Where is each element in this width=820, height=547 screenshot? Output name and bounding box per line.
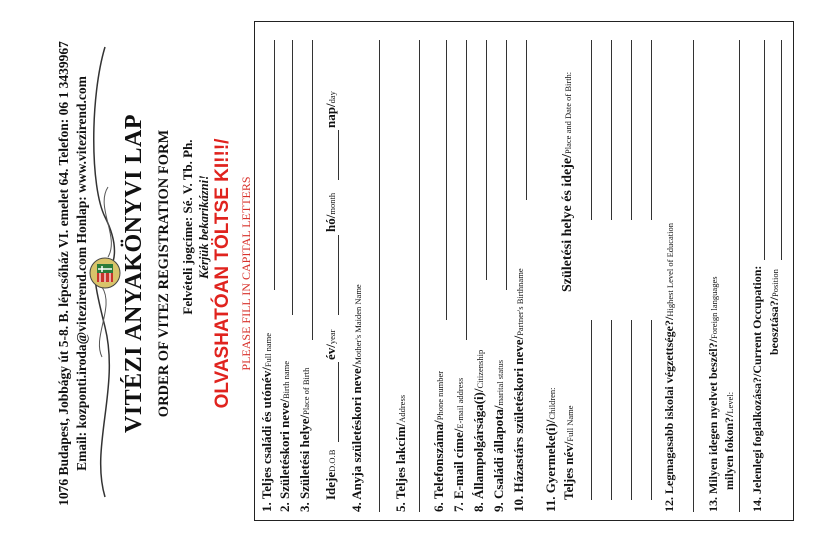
child-birth-header: Születési helye és ideje/Place and Date of Birth:	[560, 71, 575, 292]
field-birth-place-label: 3. Születési helye/Place of Birth	[297, 367, 312, 512]
field-marital-label: 9. Családi állapota/marital status	[491, 359, 506, 512]
field-education-label: 12. Legmagasabb iskolai végzettsége?/Highest Level of Education	[662, 222, 676, 512]
field-dob-day-label: nap/day	[323, 91, 338, 128]
field-occupation-label: 14. Jelenlegi foglalkozása?/Current Occupation:	[750, 265, 764, 512]
field-address-label: 5. Teljes lakcím/Address	[393, 394, 408, 512]
field-languages-line[interactable]	[739, 40, 740, 512]
field-dob-month-label: hó/month	[323, 192, 338, 232]
field-dob-label: IdejeD.O.B	[323, 449, 338, 500]
field-position-line[interactable]	[781, 40, 782, 260]
form-title: VITÉZI ANYAKÖNYVI LAP	[121, 114, 147, 434]
field-birth-name-label: 2. Születéskori neve/Birth name	[277, 360, 292, 512]
field-marital-line[interactable]	[506, 40, 507, 290]
child-name-header: Teljes név/Full Name	[561, 405, 576, 500]
child-name-line[interactable]	[631, 320, 632, 500]
field-email-line[interactable]	[466, 40, 467, 340]
field-dob-year-label: év/year	[323, 329, 338, 360]
form-subtitle: ORDER OF VITEZ REGISTRATION FORM	[156, 129, 172, 418]
legible-notice: OLVASHATÓAN TÖLTSE KI!!!/	[212, 138, 233, 409]
field-dob-year-line[interactable]	[338, 362, 339, 442]
field-dob-month-line[interactable]	[338, 235, 339, 315]
child-birth-line[interactable]	[591, 40, 592, 220]
admission-basis: Felvételi jogcíme: Sé. V. Tb. Ph.	[180, 139, 195, 315]
field-email-label: 7. E-mail címe/E-mail address	[451, 377, 466, 512]
field-birth-name-line[interactable]	[292, 40, 293, 315]
capitals-notice: PLEASE FILL IN CAPITAL LETTERS	[239, 176, 253, 371]
field-dob-day-line[interactable]	[338, 130, 339, 180]
header-address-line: 1076 Budapest, Jobbágy út 5-8. B. lépcsőház VI. emelet 64. Telefon: 06 1 3439967	[56, 41, 71, 506]
form-frame	[254, 21, 794, 521]
field-languages-label: 13. Milyen idegen nyelvet beszél?/Foreign languages	[706, 276, 720, 512]
child-name-line[interactable]	[651, 320, 652, 500]
circle-instruction: Kérjük bekarikázni!	[197, 175, 211, 279]
field-address-line[interactable]	[419, 40, 420, 512]
field-position-label: beosztása?/Position	[767, 269, 781, 355]
field-mother-name-label: 4. Anyja születéskori neve/Mother's Maiden Name	[349, 284, 364, 512]
field-full-name-line[interactable]	[274, 40, 275, 290]
child-birth-line[interactable]	[611, 40, 612, 220]
field-birth-place-line[interactable]	[312, 40, 313, 340]
coat-of-arms-icon	[88, 251, 122, 295]
child-birth-line[interactable]	[631, 40, 632, 220]
field-partner-name-line[interactable]	[526, 40, 527, 200]
field-citizenship-line[interactable]	[486, 40, 487, 280]
child-name-line[interactable]	[591, 320, 592, 500]
header-contact-line: Email: kozponti.iroda@vitezirend.com Honlap: www.vitezirend.com	[74, 76, 89, 471]
field-language-level-label: milyen fokon?/Level:	[722, 391, 736, 490]
field-phone-line[interactable]	[446, 40, 447, 320]
field-mother-name-line[interactable]	[379, 40, 380, 512]
field-full-name-label: 1. Teljes családi és utónév/Full name	[259, 332, 274, 512]
field-occupation-line[interactable]	[764, 40, 765, 260]
field-phone-label: 6. Telefonszáma/Phone number	[431, 370, 446, 512]
field-education-line[interactable]	[693, 40, 694, 512]
field-partner-name-label: 10. Házastárs születéskori neve/Partner's Birthname	[511, 268, 526, 512]
child-birth-line[interactable]	[651, 40, 652, 220]
field-children-label: 11. Gyermeke(i)/Children:	[543, 387, 558, 512]
field-citizenship-label: 8. Állampolgársága(i)/Citizenship	[471, 349, 486, 512]
child-name-line[interactable]	[611, 320, 612, 500]
